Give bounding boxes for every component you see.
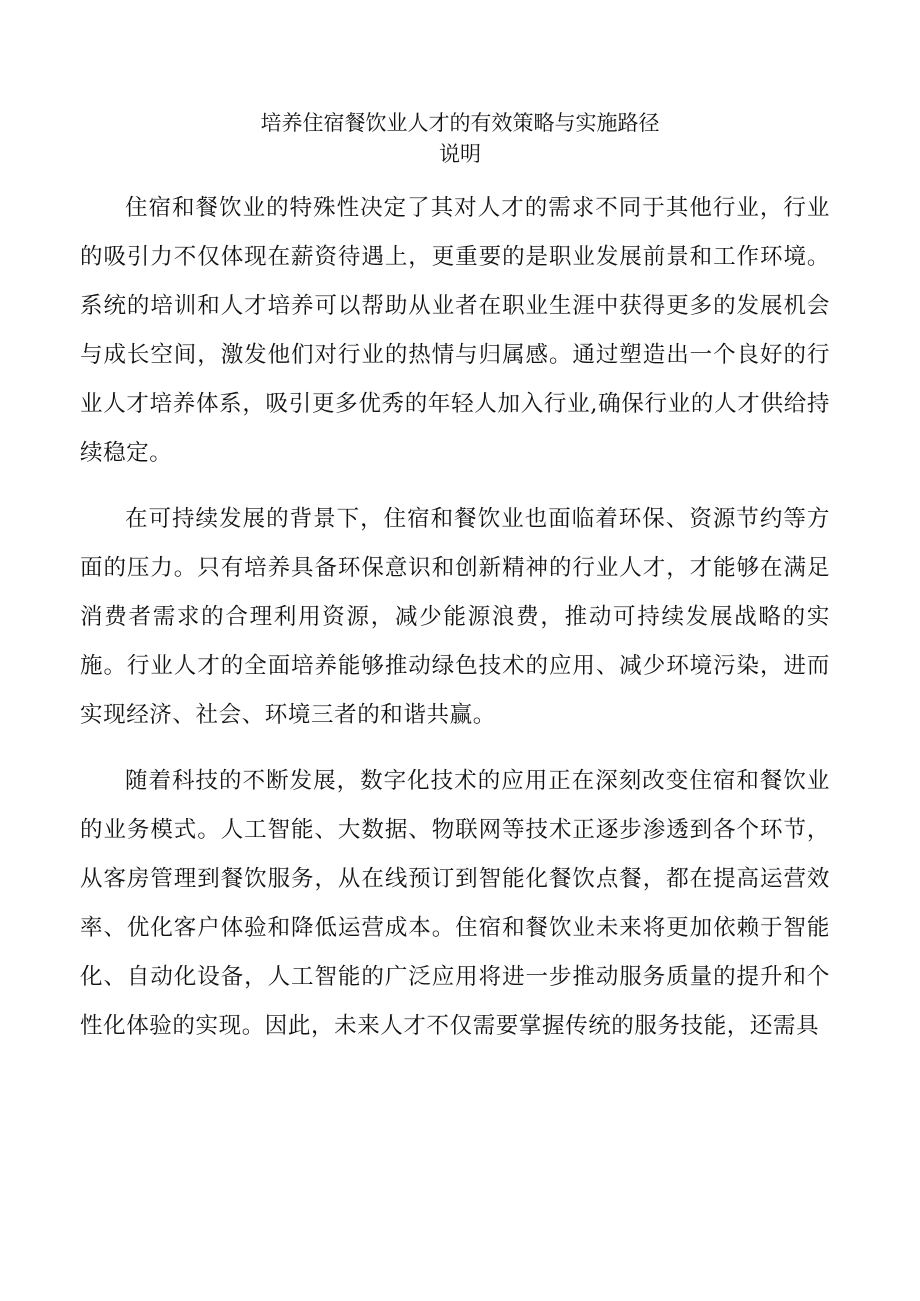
paragraph: 随着科技的不断发展，数字化技术的应用正在深刻改变住宿和餐饮业的业务模式。人工智能、大数据、物联网等技术正逐步渗透到各个环节，从客房管理到餐饮服务，从在线预订到智能化餐饮点餐，都在提高运营效率、优化客户体验和降低运营成本。住宿和餐饮业未来将更加依赖于智能化、自动化设备，人工智能的广泛应用将进一步推动服务质量的提升和个性化体验的实现。因此，未来人才不仅需要掌握传统的服务技能，还需具 <box>80 768 830 1039</box>
document-title: 培养住宿餐饮业人才的有效策略与实施路径 <box>260 111 660 135</box>
document-subtitle: 说明 <box>439 142 481 166</box>
document-body <box>80 184 830 1069</box>
paragraph: 在可持续发展的背景下，住宿和餐饮业也面临着环保、资源节约等方面的压力。只有培养具备环保意识和创新精神的行业人才，才能够在满足消费者需求的合理利用资源，减少能源浪费，推动可持续发展战略的实施。行业人才的全面培养能够推动绿色技术的应用、减少环境污染，进而实现经济、社会、环境三者的和谐共赢。 <box>80 506 830 728</box>
paragraph: 住宿和餐饮业的特殊性决定了其对人才的需求不同于其他行业，行业的吸引力不仅体现在薪资待遇上，更重要的是职业发展前景和工作环境。系统的培训和人才培养可以帮助从业者在职业生涯中获得更多的发展机会与成长空间，激发他们对行业的热情与归属感。通过塑造出一个良好的行业人才培养体系，吸引更多优秀的年轻人加入行业,确保行业的人才供给持续稳定。 <box>80 195 830 466</box>
